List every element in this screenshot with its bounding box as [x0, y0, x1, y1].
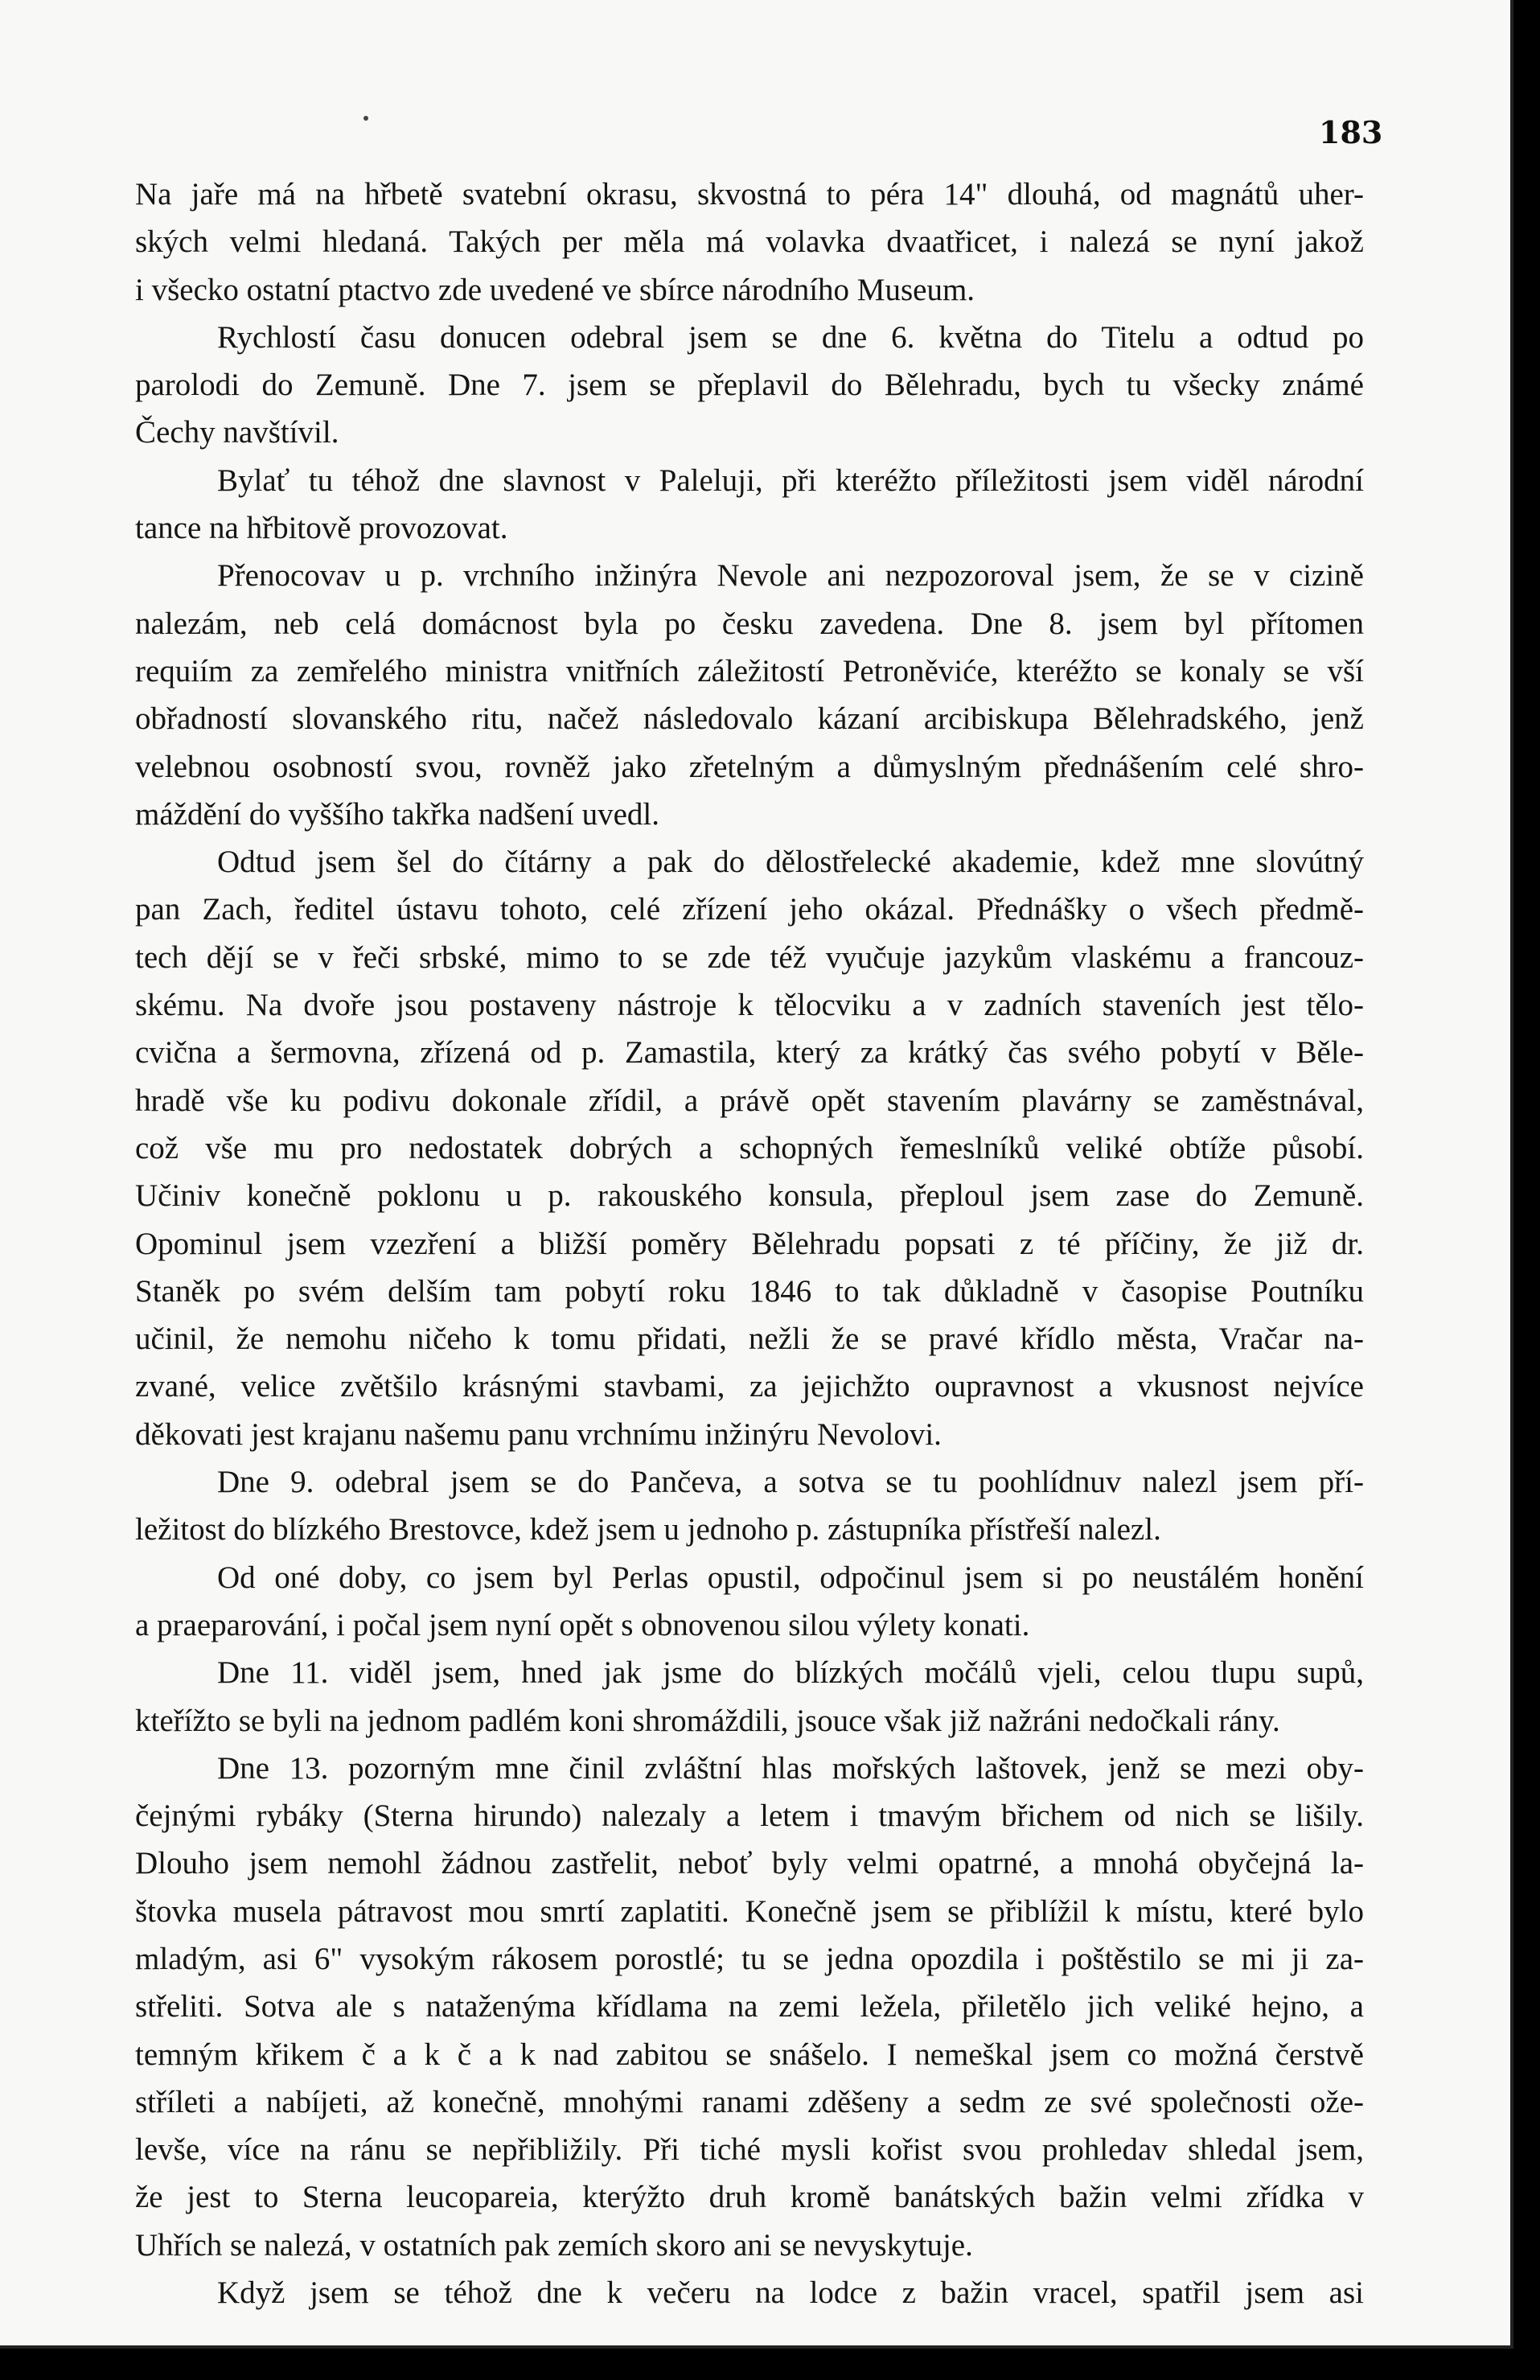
text-line: temným křikem č a k č a k nad zabitou se snášelo. I nemeškal jsem co možná čerstvě: [135, 2037, 1364, 2072]
text-line: tech dějí se v řeči srbské, mimo to se zde též vyučuje jazykům vlaskému a francouz-: [135, 939, 1364, 975]
text-line: že jest to Sterna leucopareia, kterýžto druh kromě banátských bažin velmi zřídka v: [135, 2180, 1364, 2215]
text-line: štovka musela pátravost mou smrtí zaplatiti. Konečně jsem se přiblížil k místu, které bylo: [135, 1893, 1364, 1929]
text-line: levše, více na ránu se nepřibližily. Při tiché mysli kořist svou prohledav shledal jsem,: [135, 2132, 1364, 2168]
text-line: i všecko ostatní ptactvo zde uvedené ve sbírce národního Museum.: [135, 272, 975, 307]
text-line: děkovati jest krajanu našemu panu vrchnímu inžinýru Nevolovi.: [135, 1416, 942, 1452]
page-body-text: [135, 171, 1364, 2316]
text-line: requiím za zemřelého ministra vnitřních záležitostí Petroněviće, kteréžto se konaly se vší: [135, 653, 1364, 689]
text-line: Od oné doby, co jsem byl Perlas opustil, odpočinul jsem si po neustálém honění: [217, 1560, 1364, 1595]
ink-speck: [363, 116, 368, 121]
text-line: Bylať tu téhož dne slavnost v Paleluji, při kteréžto příležitosti jsem viděl národní: [217, 462, 1364, 498]
text-line: Dne 13. pozorným mne činil zvláštní hlas mořských laštovek, jenž se mezi oby-: [217, 1750, 1364, 1786]
text-line: kteřížto se byli na jednom padlém koni shromáždili, jsouce však již nažráni nedočkali rány.: [135, 1703, 1280, 1738]
text-line: čejnými rybáky (Sterna hirundo) nalezaly a letem i tmavým břichem od nich se lišily.: [135, 1798, 1364, 1834]
text-line: Když jsem se téhož dne k večeru na lodce z bažin vracel, spatřil jsem asi: [217, 2275, 1364, 2311]
page-number: 183: [1319, 114, 1383, 150]
text-line: Čechy navštívil.: [135, 415, 339, 450]
text-line: Dne 11. viděl jsem, hned jak jsme do blízkých močálů vjeli, celou tlupu supů,: [217, 1655, 1364, 1691]
text-line: mladým, asi 6" vysokým rákosem porostlé; tu se jedna opozdila i poštěstilo se mi ji za-: [135, 1941, 1364, 1976]
text-line: zvané, velice zvětšilo krásnými stavbami, za jejichžto oupravnost a vkusnost nejvíce: [135, 1369, 1364, 1404]
text-line: Rychlostí času donucen odebral jsem se dne 6. května do Titelu a odtud po: [217, 319, 1364, 355]
text-line: Přenocovav u p. vrchního inžinýra Nevole ani nezpozoroval jsem, že se v cizině: [217, 558, 1364, 594]
text-line: tance na hřbitově provozovat.: [135, 511, 508, 546]
text-line: Staněk po svém delším tam pobytí roku 1846 to tak důkladně v časopise Poutníku: [135, 1273, 1364, 1309]
text-line: učinil, že nemohu ničeho k tomu přidati, nežli že se pravé křídlo města, Vračar na-: [135, 1322, 1364, 1357]
text-line: pan Zach, ředitel ústavu tohoto, celé zřízení jeho okázal. Přednášky o všech předmě-: [135, 892, 1364, 927]
text-line: skému. Na dvoře jsou postaveny nástroje k tělocviku a v zadních staveních jest tělo-: [135, 988, 1364, 1023]
text-line: parolodi do Zemuně. Dne 7. jsem se přeplavil do Bělehradu, bych tu všecky známé: [135, 368, 1364, 403]
text-line: nalezám, neb celá domácnost byla po česku zavedena. Dne 8. jsem byl přítomen: [135, 606, 1364, 641]
text-line: Opominul jsem vzezření a bližší poměry Bělehradu popsati z té příčiny, že již dr.: [135, 1226, 1364, 1261]
text-line: hradě vše ku podivu dokonale zřídil, a právě opět stavením plavárny se zaměstnával,: [135, 1083, 1364, 1118]
text-line: Odtud jsem šel do čítárny a pak do dělostřelecké akademie, kdež mne slovútný: [217, 845, 1364, 880]
text-line: Dne 9. odebral jsem se do Pančeva, a sotva se tu poohlídnuv nalezl jsem pří-: [217, 1465, 1364, 1500]
text-line: Uhřích se nalezá, v ostatních pak zemích skoro ani se nevyskytuje.: [135, 2227, 973, 2263]
text-line: obřadností slovanského ritu, načež následovalo kázaní arcibiskupa Bělehradského, jenž: [135, 701, 1364, 737]
text-line: máždění do vyššího takřka nadšení uvedl.: [135, 796, 660, 832]
text-line: Učiniv konečně poklonu u p. rakouského konsula, přeploul jsem zase do Zemuně.: [135, 1178, 1364, 1214]
text-line: což vše mu pro nedostatek dobrých a schopných řemeslníků veliké obtíže působí.: [135, 1130, 1364, 1165]
text-line: cvična a šermovna, zřízená od p. Zamastila, který za krátký čas svého pobytí v Běle-: [135, 1035, 1364, 1071]
text-line: a praeparování, i počal jsem nyní opět s obnovenou silou výlety konati.: [135, 1607, 1030, 1642]
text-line: ských velmi hledaná. Takých per měla má volavka dvaatřicet, i nalezá se nyní jakož: [135, 224, 1364, 260]
text-line: střeliti. Sotva ale s nataženýma křídlama na zemi ležela, přiletělo jich veliké hejno, a: [135, 1989, 1364, 2024]
text-line: Na jaře má na hřbetě svatební okrasu, skvostná to péra 14" dlouhá, od magnátů uher-: [135, 177, 1364, 212]
text-line: velebnou osobností svou, rovněž jako zřetelným a důmyslným přednášením celé shro-: [135, 749, 1364, 784]
text-line: ležitost do blízkého Brestovce, kdež jsem u jednoho p. zástupníka přístřeší nalezl.: [135, 1512, 1161, 1548]
text-line: stříleti a nabíjeti, až konečně, mnohými ranami zděšeny a sedm ze své společnosti ože-: [135, 2084, 1364, 2119]
text-line: Dlouho jsem nemohl žádnou zastřelit, neboť byly velmi opatrné, a mnohá obyčejná la-: [135, 1846, 1364, 1881]
